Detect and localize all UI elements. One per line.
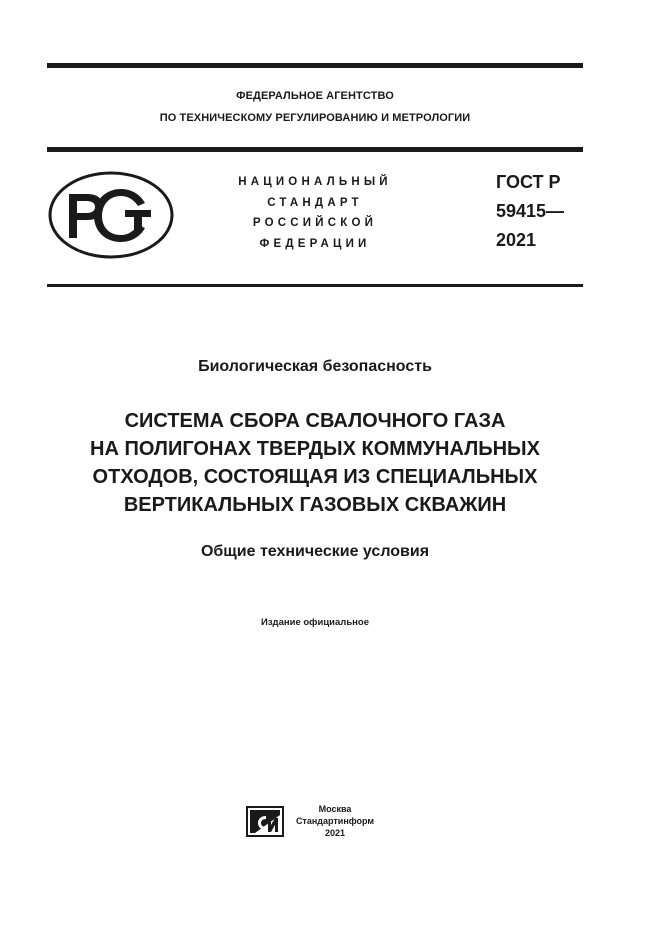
publisher-year: 2021 <box>324 828 346 838</box>
standartinform-logo-icon <box>246 806 284 837</box>
national-standard-line: РОССИЙСКОЙ <box>252 217 378 229</box>
title-line: ОТХОДОВ, СОСТОЯЩАЯ ИЗ СПЕЦИАЛЬНЫХ <box>92 466 538 488</box>
title-line: ВЕРТИКАЛЬНЫХ ГАЗОВЫХ СКВАЖИН <box>123 494 507 516</box>
designation-line: ГОСТ Р <box>496 172 561 192</box>
rst-certification-mark-icon <box>47 170 175 260</box>
national-standard-line: НАЦИОНАЛЬНЫЙ <box>238 176 392 188</box>
publisher-name: Стандартинформ <box>295 816 375 826</box>
agency-name-line2: ПО ТЕХНИЧЕСКОМУ РЕГУЛИРОВАНИЮ И МЕТРОЛОГИИ <box>159 112 471 124</box>
document-title <box>40 407 590 519</box>
top-rule <box>47 63 583 68</box>
title-line: НА ПОЛИГОНАХ ТВЕРДЫХ КОММУНАЛЬНЫХ <box>90 438 540 460</box>
designation-line: 2021 <box>496 230 537 250</box>
bottom-rule <box>47 284 583 287</box>
publisher-city: Москва <box>318 804 352 814</box>
national-standard-line: ФЕДЕРАЦИИ <box>259 237 371 250</box>
document-subject: Биологическая безопасность <box>198 358 432 375</box>
national-standard-label <box>210 172 420 254</box>
middle-rule <box>47 147 583 152</box>
standard-designation <box>496 168 564 255</box>
document-subtitle: Общие технические условия <box>200 543 430 560</box>
national-standard-line: СТАНДАРТ <box>267 196 363 209</box>
publisher-info <box>290 803 380 839</box>
agency-name-line1: ФЕДЕРАЛЬНОЕ АГЕНТСТВО <box>236 90 394 102</box>
title-line: СИСТЕМА СБОРА СВАЛОЧНОГО ГАЗА <box>124 410 506 432</box>
designation-line: 59415— <box>496 201 565 221</box>
edition-note: Издание официальное <box>261 617 369 628</box>
